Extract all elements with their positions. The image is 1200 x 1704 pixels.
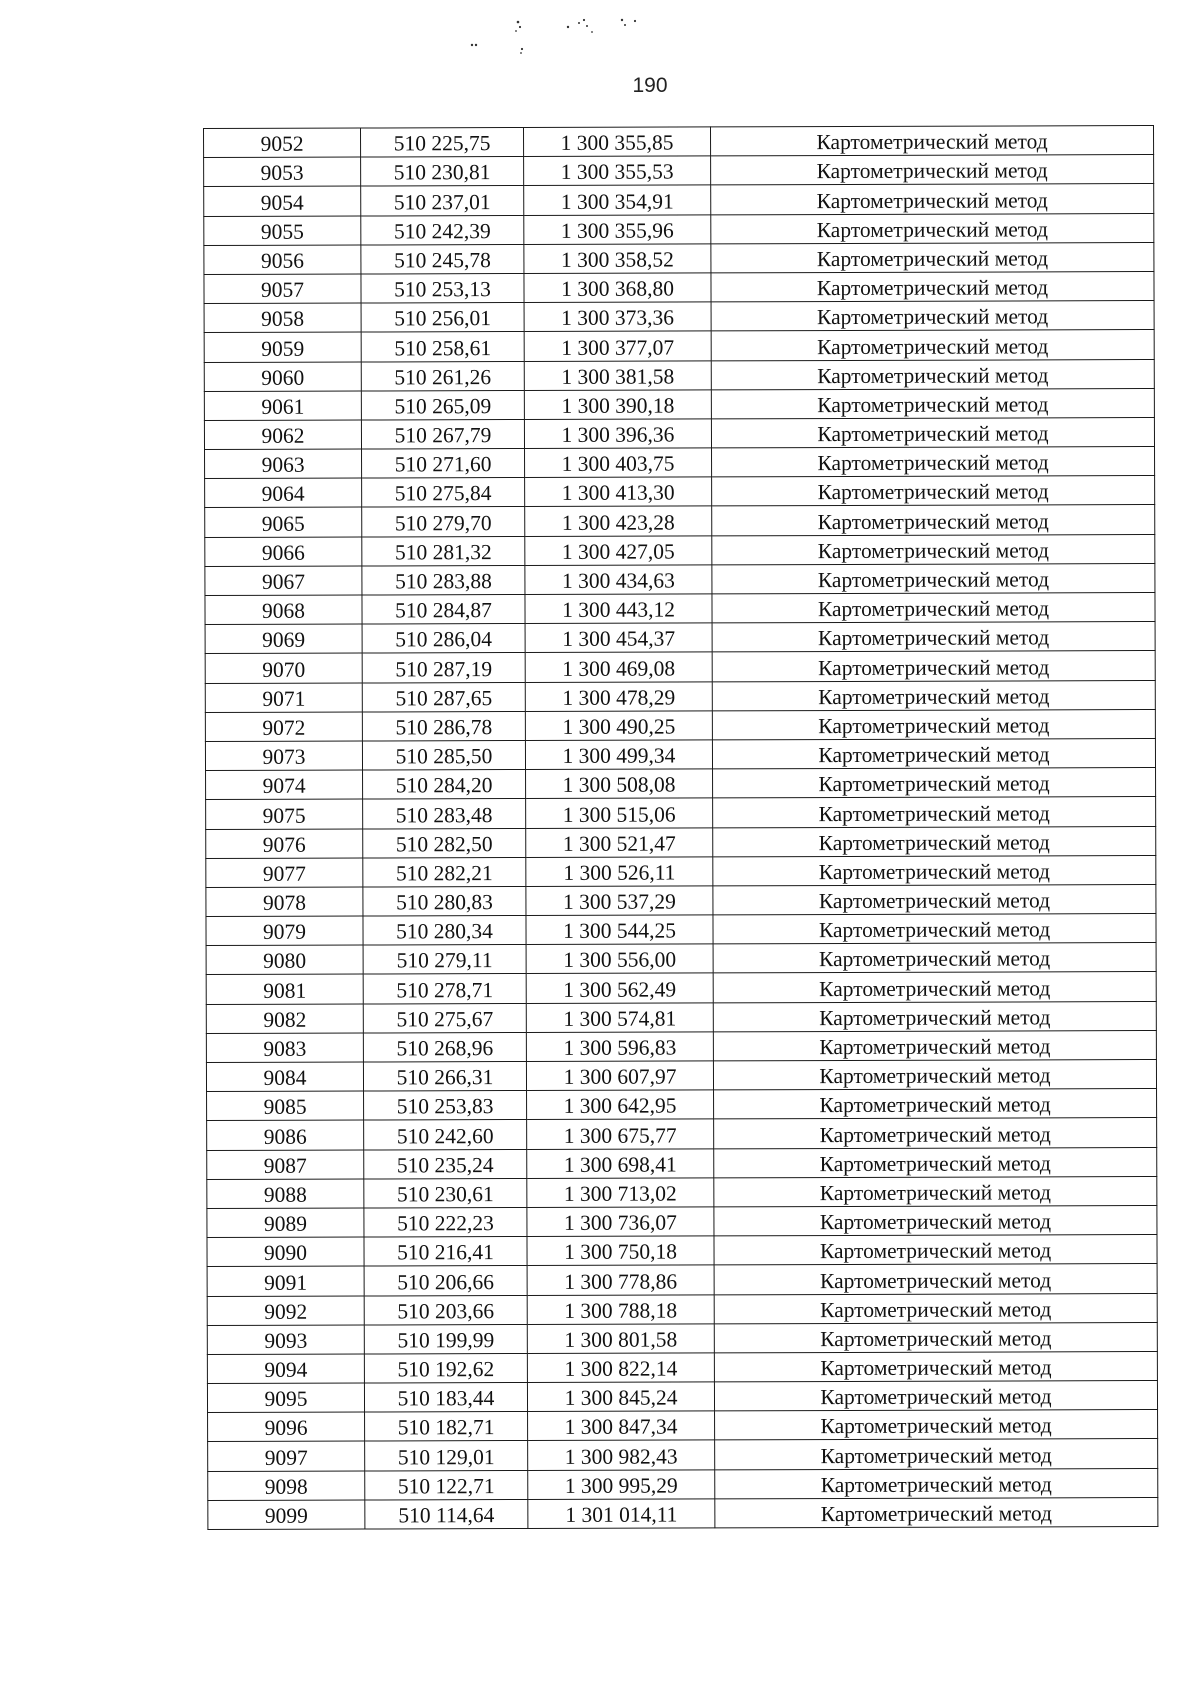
y-coordinate-cell: 1 300 607,97 (526, 1061, 713, 1091)
point-number-cell: 9067 (205, 566, 362, 596)
y-coordinate-cell: 1 300 390,18 (524, 390, 711, 420)
x-coordinate-cell: 510 286,04 (362, 624, 525, 654)
point-number-cell: 9080 (206, 945, 363, 975)
point-number-cell: 9094 (207, 1354, 364, 1384)
method-cell: Картометрический метод (713, 797, 1156, 828)
method-cell: Картометрический метод (712, 680, 1155, 711)
table-row (207, 1351, 1157, 1383)
x-coordinate-cell: 510 271,60 (362, 449, 525, 479)
point-number-cell: 9052 (204, 128, 361, 158)
y-coordinate-cell: 1 300 368,80 (524, 273, 711, 303)
table-row (204, 330, 1154, 362)
point-number-cell: 9056 (204, 245, 361, 275)
x-coordinate-cell: 510 287,19 (362, 653, 525, 683)
table-row (205, 651, 1155, 683)
y-coordinate-cell: 1 300 469,08 (525, 652, 712, 682)
method-cell: Картометрический метод (712, 476, 1155, 507)
x-coordinate-cell: 510 287,65 (362, 682, 525, 712)
method-cell: Картометрический метод (712, 593, 1155, 624)
y-coordinate-cell: 1 300 788,18 (527, 1294, 714, 1324)
x-coordinate-cell: 510 242,60 (364, 1120, 527, 1150)
method-cell: Картометрический метод (711, 213, 1154, 244)
table-row (206, 768, 1156, 800)
x-coordinate-cell: 510 279,11 (363, 945, 526, 975)
table-row (204, 388, 1154, 420)
method-cell: Картометрический метод (712, 534, 1155, 565)
method-cell: Картометрический метод (711, 271, 1154, 302)
y-coordinate-cell: 1 300 562,49 (526, 973, 713, 1003)
y-coordinate-cell: 1 300 490,25 (525, 711, 712, 741)
point-number-cell: 9090 (207, 1237, 364, 1267)
y-coordinate-cell: 1 300 847,34 (528, 1411, 715, 1441)
y-coordinate-cell: 1 300 713,02 (527, 1178, 714, 1208)
x-coordinate-cell: 510 199,99 (364, 1324, 527, 1354)
x-coordinate-cell: 510 280,34 (363, 916, 526, 946)
point-number-cell: 9091 (207, 1266, 364, 1296)
x-coordinate-cell: 510 266,31 (363, 1061, 526, 1091)
point-number-cell: 9055 (204, 216, 361, 246)
x-coordinate-cell: 510 275,67 (363, 1003, 526, 1033)
method-cell: Картометрический метод (714, 1293, 1157, 1324)
method-cell: Картометрический метод (711, 417, 1154, 448)
x-coordinate-cell: 510 206,66 (364, 1266, 527, 1296)
table-row (206, 914, 1156, 946)
x-coordinate-cell: 510 222,23 (364, 1207, 527, 1237)
y-coordinate-cell: 1 300 778,86 (527, 1265, 714, 1295)
y-coordinate-cell: 1 300 377,07 (524, 331, 711, 361)
y-coordinate-cell: 1 300 478,29 (525, 681, 712, 711)
x-coordinate-cell: 510 267,79 (361, 419, 524, 449)
method-cell: Картометрический метод (711, 330, 1154, 361)
point-number-cell: 9057 (204, 274, 361, 304)
y-coordinate-cell: 1 300 443,12 (525, 594, 712, 624)
method-cell: Картометрический метод (715, 1410, 1158, 1441)
x-coordinate-cell: 510 230,61 (364, 1178, 527, 1208)
point-number-cell: 9085 (207, 1091, 364, 1121)
x-coordinate-cell: 510 284,20 (363, 770, 526, 800)
method-cell: Картометрический метод (713, 884, 1156, 915)
y-coordinate-cell: 1 300 574,81 (526, 1003, 713, 1033)
y-coordinate-cell: 1 300 596,83 (526, 1032, 713, 1062)
x-coordinate-cell: 510 282,50 (363, 828, 526, 858)
y-coordinate-cell: 1 300 434,63 (525, 565, 712, 595)
x-coordinate-cell: 510 285,50 (362, 740, 525, 770)
point-number-cell: 9075 (206, 799, 363, 829)
table-row (204, 184, 1154, 216)
table-row (204, 271, 1154, 303)
method-cell: Картометрический метод (714, 1264, 1157, 1295)
x-coordinate-cell: 510 284,87 (362, 594, 525, 624)
y-coordinate-cell: 1 300 355,96 (524, 214, 711, 244)
y-coordinate-cell: 1 300 355,53 (524, 156, 711, 186)
y-coordinate-cell: 1 300 454,37 (525, 623, 712, 653)
table-row (207, 1089, 1157, 1121)
y-coordinate-cell: 1 300 845,24 (527, 1382, 714, 1412)
x-coordinate-cell: 510 278,71 (363, 974, 526, 1004)
method-cell: Картометрический метод (713, 1001, 1156, 1032)
table-row (207, 1293, 1157, 1325)
point-number-cell: 9098 (208, 1471, 365, 1501)
point-number-cell: 9053 (204, 157, 361, 187)
table-row (208, 1439, 1158, 1471)
point-number-cell: 9070 (205, 653, 362, 683)
table-row (205, 505, 1155, 537)
x-coordinate-cell: 510 230,81 (361, 157, 524, 187)
method-cell: Картометрический метод (712, 651, 1155, 682)
x-coordinate-cell: 510 256,01 (361, 303, 524, 333)
coordinates-table-body (204, 126, 1158, 1530)
point-number-cell: 9082 (206, 1004, 363, 1034)
table-row (208, 1410, 1158, 1442)
method-cell: Картометрический метод (713, 972, 1156, 1003)
x-coordinate-cell: 510 182,71 (365, 1412, 528, 1442)
y-coordinate-cell: 1 300 822,14 (527, 1353, 714, 1383)
point-number-cell: 9054 (204, 186, 361, 216)
x-coordinate-cell: 510 268,96 (363, 1032, 526, 1062)
table-row (207, 1205, 1157, 1237)
point-number-cell: 9078 (206, 887, 363, 917)
method-cell: Картометрический метод (712, 447, 1155, 478)
table-row (206, 1001, 1156, 1033)
y-coordinate-cell: 1 300 354,91 (524, 185, 711, 215)
table-row (206, 1030, 1156, 1062)
point-number-cell: 9068 (205, 595, 362, 625)
x-coordinate-cell: 510 275,84 (362, 478, 525, 508)
table-row (204, 126, 1154, 158)
method-cell: Картометрический метод (712, 622, 1155, 653)
table-row (205, 738, 1155, 770)
method-cell: Картометрический метод (713, 1060, 1156, 1091)
x-coordinate-cell: 510 203,66 (364, 1295, 527, 1325)
x-coordinate-cell: 510 242,39 (361, 215, 524, 245)
y-coordinate-cell: 1 300 423,28 (525, 506, 712, 536)
table-row (207, 1381, 1157, 1413)
point-number-cell: 9071 (205, 683, 362, 713)
method-cell: Картометрический метод (715, 1439, 1158, 1470)
y-coordinate-cell: 1 300 526,11 (526, 857, 713, 887)
y-coordinate-cell: 1 300 801,58 (527, 1324, 714, 1354)
x-coordinate-cell: 510 114,64 (365, 1499, 528, 1529)
point-number-cell: 9079 (206, 916, 363, 946)
method-cell: Картометрический метод (711, 388, 1154, 419)
y-coordinate-cell: 1 300 736,07 (527, 1207, 714, 1237)
point-number-cell: 9077 (206, 858, 363, 888)
method-cell: Картометрический метод (712, 709, 1155, 740)
y-coordinate-cell: 1 300 750,18 (527, 1236, 714, 1266)
table-row (207, 1118, 1157, 1150)
method-cell: Картометрический метод (712, 563, 1155, 594)
method-cell: Картометрический метод (714, 1205, 1157, 1236)
x-coordinate-cell: 510 265,09 (361, 390, 524, 420)
x-coordinate-cell: 510 216,41 (364, 1237, 527, 1267)
x-coordinate-cell: 510 192,62 (364, 1353, 527, 1383)
page-number: 190 (632, 74, 668, 97)
point-number-cell: 9081 (206, 974, 363, 1004)
point-number-cell: 9061 (204, 391, 361, 421)
point-number-cell: 9097 (208, 1441, 365, 1471)
table-row (204, 417, 1154, 449)
x-coordinate-cell: 510 283,88 (362, 565, 525, 595)
point-number-cell: 9064 (205, 478, 362, 508)
table-row (206, 972, 1156, 1004)
method-cell: Картометрический метод (713, 943, 1156, 974)
point-number-cell: 9092 (207, 1295, 364, 1325)
method-cell: Картометрический метод (713, 914, 1156, 945)
x-coordinate-cell: 510 122,71 (365, 1470, 528, 1500)
table-row (204, 359, 1154, 391)
point-number-cell: 9099 (208, 1500, 365, 1530)
method-cell: Картометрический метод (711, 359, 1154, 390)
method-cell: Картометрический метод (710, 126, 1153, 157)
table-row (207, 1176, 1157, 1208)
method-cell: Картометрический метод (715, 1497, 1158, 1528)
x-coordinate-cell: 510 258,61 (361, 332, 524, 362)
table-row (205, 709, 1155, 741)
point-number-cell: 9058 (204, 303, 361, 333)
y-coordinate-cell: 1 300 521,47 (526, 827, 713, 857)
x-coordinate-cell: 510 282,21 (363, 857, 526, 887)
table-row (205, 563, 1155, 595)
point-number-cell: 9066 (205, 537, 362, 567)
y-coordinate-cell: 1 300 982,43 (528, 1440, 715, 1470)
table-row (205, 593, 1155, 625)
y-coordinate-cell: 1 300 556,00 (526, 944, 713, 974)
y-coordinate-cell: 1 300 358,52 (524, 244, 711, 274)
table-row (207, 1235, 1157, 1267)
point-number-cell: 9084 (206, 1062, 363, 1092)
method-cell: Картометрический метод (714, 1089, 1157, 1120)
y-coordinate-cell: 1 300 413,30 (525, 477, 712, 507)
y-coordinate-cell: 1 300 544,25 (526, 915, 713, 945)
method-cell: Картометрический метод (714, 1147, 1157, 1178)
method-cell: Картометрический метод (714, 1381, 1157, 1412)
point-number-cell: 9093 (207, 1325, 364, 1355)
table-row (206, 943, 1156, 975)
table-row (205, 447, 1155, 479)
x-coordinate-cell: 510 225,75 (361, 127, 524, 157)
table-row (207, 1322, 1157, 1354)
method-cell: Картометрический метод (713, 855, 1156, 886)
method-cell: Картометрический метод (712, 738, 1155, 769)
point-number-cell: 9072 (205, 712, 362, 742)
table-row (206, 1060, 1156, 1092)
y-coordinate-cell: 1 300 515,06 (526, 798, 713, 828)
point-number-cell: 9062 (204, 420, 361, 450)
scan-artifact-marks (460, 14, 700, 58)
method-cell: Картометрический метод (711, 242, 1154, 273)
x-coordinate-cell: 510 129,01 (365, 1441, 528, 1471)
point-number-cell: 9096 (208, 1412, 365, 1442)
y-coordinate-cell: 1 300 698,41 (527, 1148, 714, 1178)
point-number-cell: 9076 (206, 829, 363, 859)
method-cell: Картометрический метод (712, 505, 1155, 536)
method-cell: Картометрический метод (711, 301, 1154, 332)
method-cell: Картометрический метод (714, 1118, 1157, 1149)
table-row (204, 155, 1154, 187)
table-row (205, 534, 1155, 566)
y-coordinate-cell: 1 300 995,29 (528, 1470, 715, 1500)
point-number-cell: 9087 (207, 1150, 364, 1180)
point-number-cell: 9063 (205, 449, 362, 479)
table-row (204, 242, 1154, 274)
point-number-cell: 9089 (207, 1208, 364, 1238)
table-row (207, 1264, 1157, 1296)
x-coordinate-cell: 510 253,83 (364, 1091, 527, 1121)
method-cell: Картометрический метод (711, 184, 1154, 215)
method-cell: Картометрический метод (713, 768, 1156, 799)
point-number-cell: 9073 (205, 741, 362, 771)
coordinates-table (203, 125, 1158, 1530)
method-cell: Картометрический метод (714, 1235, 1157, 1266)
table-row (204, 213, 1154, 245)
y-coordinate-cell: 1 300 373,36 (524, 302, 711, 332)
x-coordinate-cell: 510 245,78 (361, 244, 524, 274)
method-cell: Картометрический метод (714, 1351, 1157, 1382)
y-coordinate-cell: 1 300 403,75 (525, 448, 712, 478)
table-row (204, 301, 1154, 333)
x-coordinate-cell: 510 280,83 (363, 886, 526, 916)
x-coordinate-cell: 510 286,78 (362, 711, 525, 741)
y-coordinate-cell: 1 300 355,85 (524, 127, 711, 157)
table-row (205, 680, 1155, 712)
table-row (206, 797, 1156, 829)
y-coordinate-cell: 1 300 381,58 (524, 360, 711, 390)
method-cell: Картометрический метод (713, 1030, 1156, 1061)
point-number-cell: 9065 (205, 507, 362, 537)
y-coordinate-cell: 1 300 675,77 (527, 1119, 714, 1149)
y-coordinate-cell: 1 300 396,36 (524, 419, 711, 449)
table-row (206, 826, 1156, 858)
y-coordinate-cell: 1 301 014,11 (528, 1499, 715, 1529)
table-row (206, 855, 1156, 887)
table-row (207, 1147, 1157, 1179)
method-cell: Картометрический метод (715, 1468, 1158, 1499)
point-number-cell: 9088 (207, 1179, 364, 1209)
table-row (205, 622, 1155, 654)
y-coordinate-cell: 1 300 642,95 (527, 1090, 714, 1120)
x-coordinate-cell: 510 237,01 (361, 186, 524, 216)
point-number-cell: 9069 (205, 624, 362, 654)
table-row (205, 476, 1155, 508)
method-cell: Картометрический метод (714, 1176, 1157, 1207)
y-coordinate-cell: 1 300 499,34 (525, 740, 712, 770)
table-row (206, 884, 1156, 916)
x-coordinate-cell: 510 283,48 (363, 799, 526, 829)
x-coordinate-cell: 510 235,24 (364, 1149, 527, 1179)
y-coordinate-cell: 1 300 427,05 (525, 536, 712, 566)
table-row (208, 1497, 1158, 1529)
method-cell: Картометрический метод (714, 1322, 1157, 1353)
point-number-cell: 9060 (204, 362, 361, 392)
method-cell: Картометрический метод (713, 826, 1156, 857)
point-number-cell: 9083 (206, 1033, 363, 1063)
point-number-cell: 9059 (204, 332, 361, 362)
y-coordinate-cell: 1 300 537,29 (526, 886, 713, 916)
point-number-cell: 9074 (206, 770, 363, 800)
x-coordinate-cell: 510 281,32 (362, 536, 525, 566)
y-coordinate-cell: 1 300 508,08 (526, 769, 713, 799)
point-number-cell: 9086 (207, 1120, 364, 1150)
x-coordinate-cell: 510 183,44 (364, 1383, 527, 1413)
method-cell: Картометрический метод (711, 155, 1154, 186)
x-coordinate-cell: 510 253,13 (361, 273, 524, 303)
x-coordinate-cell: 510 279,70 (362, 507, 525, 537)
point-number-cell: 9095 (207, 1383, 364, 1413)
table-row (208, 1468, 1158, 1500)
x-coordinate-cell: 510 261,26 (361, 361, 524, 391)
